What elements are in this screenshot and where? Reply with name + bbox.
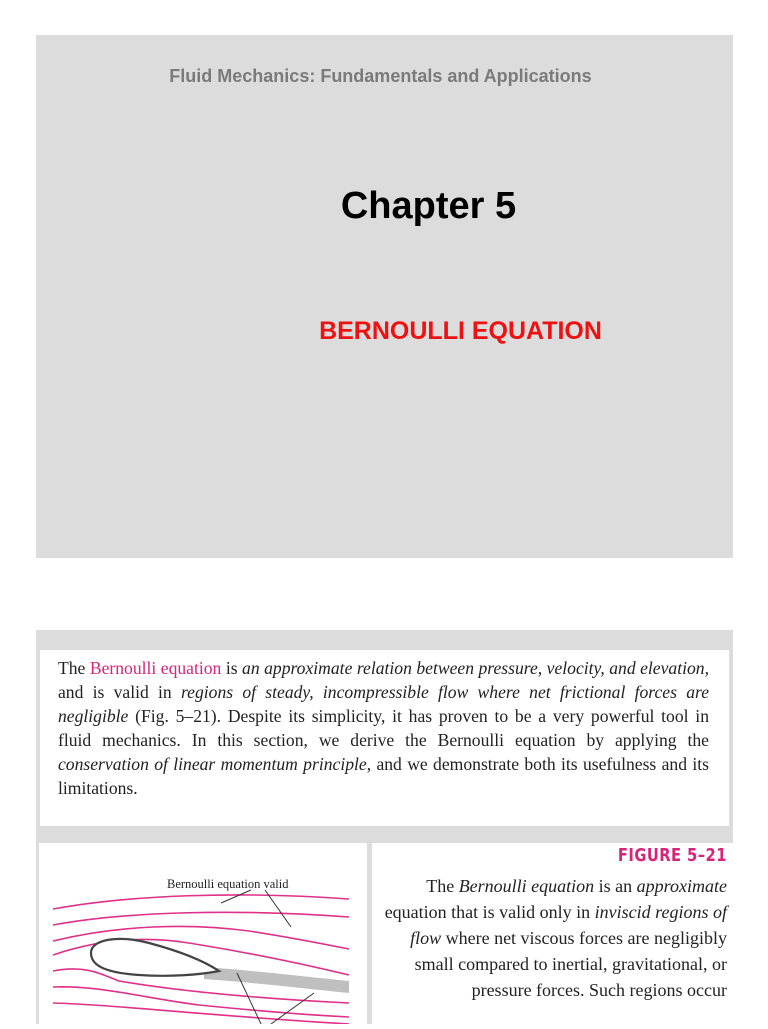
caption-box — [372, 843, 733, 1024]
intro-paragraph: The Bernoulli equation is an approximate relation between pressure, velocity, and elevation, and is valid in regions of steady, incompressible flow where net frictional forces are negligible (Fig. 5–21). Despite its simplicity, it has proven to be a very powerful tool in fluid mechanics. In this section, we derive the Bernoulli equation by applying the conservation of linear momentum principle, and we demonstrate both its usefulness and its limitations. — [58, 658, 709, 798]
chapter-topic: BERNOULLI EQUATION — [319, 317, 602, 345]
figure-label: FIGURE 5–21 — [618, 845, 727, 866]
streamline — [53, 895, 349, 909]
title-slide — [36, 35, 733, 558]
content-slide — [36, 630, 733, 1024]
bernoulli-term: Bernoulli equation — [89, 658, 222, 678]
streamline-diagram — [39, 843, 367, 1024]
figure-caption: The Bernoulli equation is an approximate equation that is valid only in inviscid regions of flow where net viscous forces are negligibly small compared to inertial, gravitational, or pressure forces. Such regions occur — [384, 876, 727, 1000]
airfoil-figure — [39, 843, 367, 1024]
figure-annotation: Bernoulli equation valid — [167, 877, 289, 891]
wake-region — [204, 967, 349, 993]
book-title: Fluid Mechanics: Fundamentals and Applications — [169, 66, 592, 86]
streamline — [53, 912, 349, 925]
intro-textbox — [40, 650, 729, 826]
chapter-heading: Chapter 5 — [340, 185, 517, 227]
